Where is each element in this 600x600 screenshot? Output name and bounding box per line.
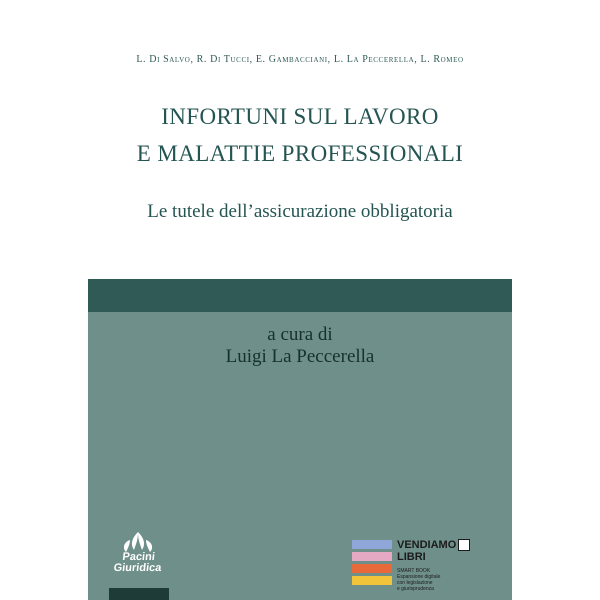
title-line-2: E MALATTIE PROFESSIONALI	[136, 141, 464, 166]
book-title	[88, 98, 512, 172]
curator-name: Luigi La Peccerella	[225, 346, 375, 367]
authors: L. Di Salvo, R. Di Tucci, E. Gambacciani, L. La Peccerella, L. Romeo	[136, 54, 464, 65]
badge-stripe	[352, 576, 392, 585]
book-cover	[88, 0, 512, 600]
badge-stripe	[352, 564, 392, 573]
badge-stripe	[352, 540, 392, 549]
badge-square-icon	[458, 539, 470, 551]
vendiamo-libri-badge	[352, 538, 472, 594]
badge-stripes-icon	[352, 538, 392, 594]
book-subtitle: Le tutele dell’assicurazione obbligatoria	[147, 201, 453, 222]
badge-stripe	[352, 552, 392, 561]
title-line-1: INFORTUNI SUL LAVORO	[161, 104, 439, 129]
dark-band	[88, 279, 512, 312]
badge-brand: VENDIAMO LIBRI	[397, 539, 457, 563]
publisher-bar	[109, 588, 169, 600]
publisher-name: Pacini Giuridica	[113, 551, 162, 574]
badge-tagline: SMART BOOK Espansione digitale con legislazione e giurisprudenza	[397, 568, 441, 592]
curator-intro: a cura di	[267, 324, 333, 345]
